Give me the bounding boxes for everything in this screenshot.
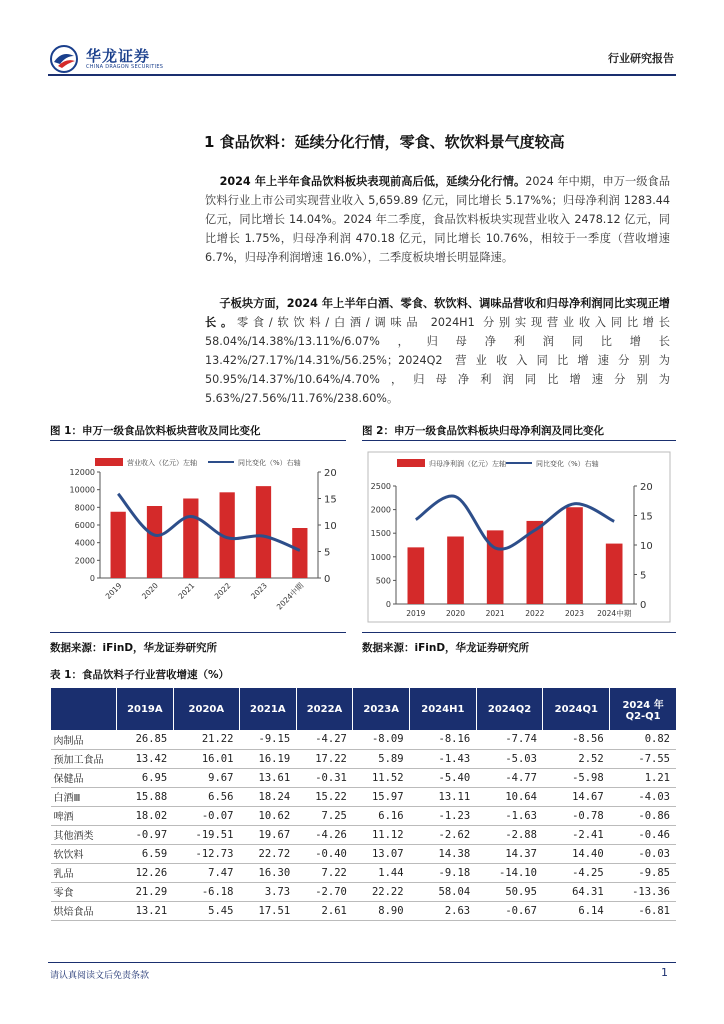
table-cell: -7.74 (476, 730, 543, 749)
table-cell: 26.85 (117, 730, 174, 749)
figure-2-title: 图 2：申万一级食品饮料板块归母净利润及同比变化 (362, 425, 604, 437)
figure-1-bottom-rule (50, 632, 346, 633)
right-tick-label: 0 (640, 600, 647, 611)
table-cell: 16.19 (239, 749, 296, 768)
paragraph-2-lead: 子板块方面，2024 年上半年白酒、零食、软饮料、调味品营收和归母净利润同比实现正增长。 (205, 297, 670, 329)
table-title: 表 1：食品饮料子行业营收增速（%） (50, 669, 229, 681)
table-cell: 12.26 (117, 863, 174, 882)
table-row-label: 白酒Ⅲ (51, 787, 117, 806)
table-row (51, 749, 677, 768)
table-cell: 14.40 (543, 844, 610, 863)
table-cell: 13.21 (117, 901, 174, 920)
table-header-cell: 2021A (239, 688, 296, 730)
series-line (118, 494, 300, 551)
report-type: 行业研究报告 (608, 52, 674, 65)
x-tick-label: 2022 (212, 581, 233, 601)
table-row (51, 768, 677, 787)
table-row (51, 806, 677, 825)
company-logo (48, 44, 80, 74)
table-cell: -2.62 (410, 825, 477, 844)
table-header-row (51, 688, 677, 730)
table-row (51, 730, 677, 749)
table-cell: 58.04 (410, 882, 477, 901)
table-row (51, 825, 677, 844)
table-row-label: 其他酒类 (51, 825, 117, 844)
table-cell: 11.52 (353, 768, 410, 787)
bar (183, 499, 198, 579)
table-row (51, 882, 677, 901)
table-cell: 1.44 (353, 863, 410, 882)
table-cell: 6.59 (117, 844, 174, 863)
table-cell: -5.98 (543, 768, 610, 787)
figure-2-rule (362, 440, 676, 441)
right-tick-label: 5 (640, 570, 647, 582)
left-tick-label: 4000 (74, 538, 95, 548)
table-row-label: 肉制品 (51, 730, 117, 749)
paragraph-1-lead: 2024 年上半年食品饮料板块表现前高后低，延续分化行情。 (219, 175, 526, 188)
table-cell: 6.95 (117, 768, 174, 787)
table-row (51, 901, 677, 920)
left-tick-label: 1000 (370, 552, 391, 562)
table-cell: -14.10 (476, 863, 543, 882)
table-cell: 7.22 (296, 863, 353, 882)
table-row-label: 乳品 (51, 863, 117, 882)
table-cell: 16.30 (239, 863, 296, 882)
table-row-label: 烘焙食品 (51, 901, 117, 920)
paragraph-1 (205, 172, 670, 267)
table-cell: -4.25 (543, 863, 610, 882)
table-header-cell (51, 688, 117, 730)
table-row (51, 844, 677, 863)
table-cell: -0.03 (610, 844, 676, 863)
table-cell: 14.37 (476, 844, 543, 863)
table-cell: 15.97 (353, 787, 410, 806)
table-cell: -8.09 (353, 730, 410, 749)
table-cell: 13.42 (117, 749, 174, 768)
table-cell: -9.85 (610, 863, 676, 882)
right-tick-label: 5 (324, 547, 331, 559)
table-cell: -4.26 (296, 825, 353, 844)
table-row-label: 软饮料 (51, 844, 117, 863)
bar (408, 547, 425, 604)
section-title: 1 食品饮料：延续分化行情，零食、软饮料景气度较高 (204, 133, 565, 151)
table-cell: 6.14 (543, 901, 610, 920)
subsector-growth-table (50, 688, 676, 921)
left-tick-label: 0 (89, 574, 95, 583)
left-tick-label: 12000 (69, 468, 95, 477)
table-cell: 6.56 (173, 787, 239, 806)
table-cell: 15.88 (117, 787, 174, 806)
x-tick-label: 2024中期 (274, 581, 306, 612)
left-tick-label: 2000 (74, 556, 95, 566)
table-cell: 17.51 (239, 901, 296, 920)
table-cell: 64.31 (543, 882, 610, 901)
table-cell: -8.16 (410, 730, 477, 749)
bar (566, 507, 583, 604)
company-name-en: CHINA DRAGON SECURITIES (86, 64, 164, 70)
table-cell: -0.97 (117, 825, 174, 844)
table-cell: -1.43 (410, 749, 477, 768)
table-cell: 10.64 (476, 787, 543, 806)
table-cell: -2.70 (296, 882, 353, 901)
table-header-cell: 2022A (296, 688, 353, 730)
bar (256, 486, 271, 578)
left-tick-label: 2500 (370, 482, 391, 491)
table-cell: 5.89 (353, 749, 410, 768)
left-tick-label: 6000 (74, 521, 95, 530)
table-cell: 21.22 (173, 730, 239, 749)
footer-disclaimer: 请认真阅读文后免责条款 (50, 971, 150, 981)
right-tick-label: 20 (324, 468, 337, 479)
right-tick-label: 0 (324, 574, 331, 585)
paragraph-2-body: 零食/软饮料/白酒/调味品 2024H1 分别实现营业收入同比增长 58.04%/14.38%/13.11%/6.07%，归母净利润同比增长 13.42%/27.17%/14.31%/56.25%；2024Q2 营业收入同比增速分别为 50.95%/14.37%/10.64%/4.70%，归母净利润同比增速分别为 5.63%/27.56%/11.76%/238.60%。 (205, 316, 670, 405)
left-tick-label: 10000 (69, 485, 95, 495)
legend-label-bar: 营业收入（亿元）左轴 (127, 459, 197, 467)
table-row-label: 啤酒 (51, 806, 117, 825)
figure-1-source: 数据来源：iFinD，华龙证券研究所 (50, 642, 218, 654)
right-tick-label: 15 (324, 494, 337, 506)
table-header-cell: 2024H1 (410, 688, 477, 730)
table-header-cell: 2020A (173, 688, 239, 730)
table-cell: -0.86 (610, 806, 676, 825)
table-cell: 19.67 (239, 825, 296, 844)
legend-label-line: 同比变化（%）右轴 (238, 459, 301, 467)
table-cell: -0.07 (173, 806, 239, 825)
table-row-label: 预加工食品 (51, 749, 117, 768)
table-cell: -1.63 (476, 806, 543, 825)
table-cell: 6.16 (353, 806, 410, 825)
table-cell: -0.78 (543, 806, 610, 825)
figure-1-title: 图 1：申万一级食品饮料板块营收及同比变化 (50, 425, 261, 437)
right-tick-label: 10 (640, 541, 653, 552)
table-cell: -5.40 (410, 768, 477, 787)
table-cell: -4.27 (296, 730, 353, 749)
footer-divider (48, 962, 676, 963)
table-cell: 14.67 (543, 787, 610, 806)
figure-2-source: 数据来源：iFinD，华龙证券研究所 (362, 642, 530, 654)
table-header-cell: 2023A (353, 688, 410, 730)
figure-1-rule (50, 440, 346, 441)
bar (111, 512, 126, 578)
table-cell: 8.90 (353, 901, 410, 920)
bar (147, 506, 162, 578)
legend-label-line: 同比变化（%）右轴 (536, 460, 599, 468)
table-cell: -4.77 (476, 768, 543, 787)
table-header-cell: 2024 年 Q2-Q1 (610, 688, 676, 730)
table-cell: 3.73 (239, 882, 296, 901)
table-cell: 2.52 (543, 749, 610, 768)
table-cell: 0.82 (610, 730, 676, 749)
table-cell: 14.38 (410, 844, 477, 863)
table-row (51, 863, 677, 882)
table-cell: 7.25 (296, 806, 353, 825)
table-cell: -9.15 (239, 730, 296, 749)
x-tick-label: 2020 (140, 581, 160, 601)
paragraph-1-body: 2024 年中期，申万一级食品饮料行业上市公司实现营业收入 5,659.89 亿元，同比增长 5.17%%；归母净利润 1283.44 亿元，同比增长 14.04%。2024 年二季度，食品饮料板块实现营业收入 2478.12 亿元，同比增长 1.75%，归母净利润 470.18 亿元，同比增长 10.76%，相较于一季度（营收增速 6.7%，归母净利润增速 16.0%），二季度板块增长明显降速。 (205, 175, 671, 264)
table-cell: -2.41 (543, 825, 610, 844)
right-tick-label: 10 (324, 521, 337, 532)
figure-2-bottom-rule (362, 632, 676, 633)
table-header-cell: 2024Q2 (476, 688, 543, 730)
table-cell: 13.61 (239, 768, 296, 787)
table-cell: 13.07 (353, 844, 410, 863)
x-tick-label: 2023 (249, 581, 269, 601)
table-cell: 2.61 (296, 901, 353, 920)
x-tick-label: 2019 (103, 581, 124, 601)
table-row (51, 787, 677, 806)
net-profit-chart (362, 448, 676, 628)
table-cell: 13.11 (410, 787, 477, 806)
table-cell: 17.22 (296, 749, 353, 768)
table-cell: -13.36 (610, 882, 676, 901)
bar (606, 544, 623, 604)
series-line (416, 496, 614, 549)
table-cell: 9.67 (173, 768, 239, 787)
table-cell: 2.63 (410, 901, 477, 920)
legend-label-bar: 归母净利润（亿元）左轴 (429, 460, 506, 468)
table-row-label: 保健品 (51, 768, 117, 787)
table-cell: -2.88 (476, 825, 543, 844)
table-cell: 22.72 (239, 844, 296, 863)
table-cell: -5.03 (476, 749, 543, 768)
right-tick-label: 20 (640, 482, 653, 493)
left-tick-label: 0 (385, 600, 391, 609)
table-cell: -0.67 (476, 901, 543, 920)
table-cell: 11.12 (353, 825, 410, 844)
header-divider (48, 74, 676, 76)
table-cell: 21.29 (117, 882, 174, 901)
table-cell: 18.24 (239, 787, 296, 806)
table-cell: -12.73 (173, 844, 239, 863)
table-cell: 10.62 (239, 806, 296, 825)
table-cell: -0.31 (296, 768, 353, 787)
table-cell: 22.22 (353, 882, 410, 901)
page-header (0, 0, 724, 78)
table-cell: -6.18 (173, 882, 239, 901)
revenue-chart (50, 448, 346, 628)
table-cell: 7.47 (173, 863, 239, 882)
company-name: 华龙证券 (86, 47, 151, 65)
right-tick-label: 15 (640, 511, 653, 523)
table-cell: -1.23 (410, 806, 477, 825)
table-cell: 16.01 (173, 749, 239, 768)
x-tick-label: 2023 (564, 609, 585, 618)
table-cell: 18.02 (117, 806, 174, 825)
left-tick-label: 8000 (74, 503, 95, 513)
x-tick-label: 2019 (406, 609, 426, 618)
table-cell: 5.45 (173, 901, 239, 920)
table-header-cell: 2019A (117, 688, 174, 730)
x-tick-label: 2020 (445, 609, 466, 618)
x-tick-label: 2021 (485, 609, 505, 618)
legend-swatch-bar (95, 458, 123, 466)
table-cell: -19.51 (173, 825, 239, 844)
table-header-cell: 2024Q1 (543, 688, 610, 730)
left-tick-label: 2000 (370, 505, 391, 515)
table-cell: -9.18 (410, 863, 477, 882)
table-cell: -4.03 (610, 787, 676, 806)
x-tick-label: 2021 (176, 581, 197, 601)
table-cell: -0.46 (610, 825, 676, 844)
table-cell: -7.55 (610, 749, 676, 768)
x-tick-label: 2022 (525, 609, 545, 618)
paragraph-2 (205, 294, 670, 408)
table-cell: -0.40 (296, 844, 353, 863)
left-tick-label: 1500 (370, 529, 391, 539)
bar (447, 537, 464, 604)
left-tick-label: 500 (375, 576, 391, 586)
bar (292, 528, 307, 578)
table-cell: -8.56 (543, 730, 610, 749)
table-cell: -6.81 (610, 901, 676, 920)
table-row-label: 零食 (51, 882, 117, 901)
table-cell: 1.21 (610, 768, 676, 787)
page-number: 1 (661, 966, 668, 979)
table-cell: 50.95 (476, 882, 543, 901)
x-tick-label: 2024中期 (597, 609, 632, 618)
legend-swatch-bar (397, 459, 425, 467)
table-cell: 15.22 (296, 787, 353, 806)
